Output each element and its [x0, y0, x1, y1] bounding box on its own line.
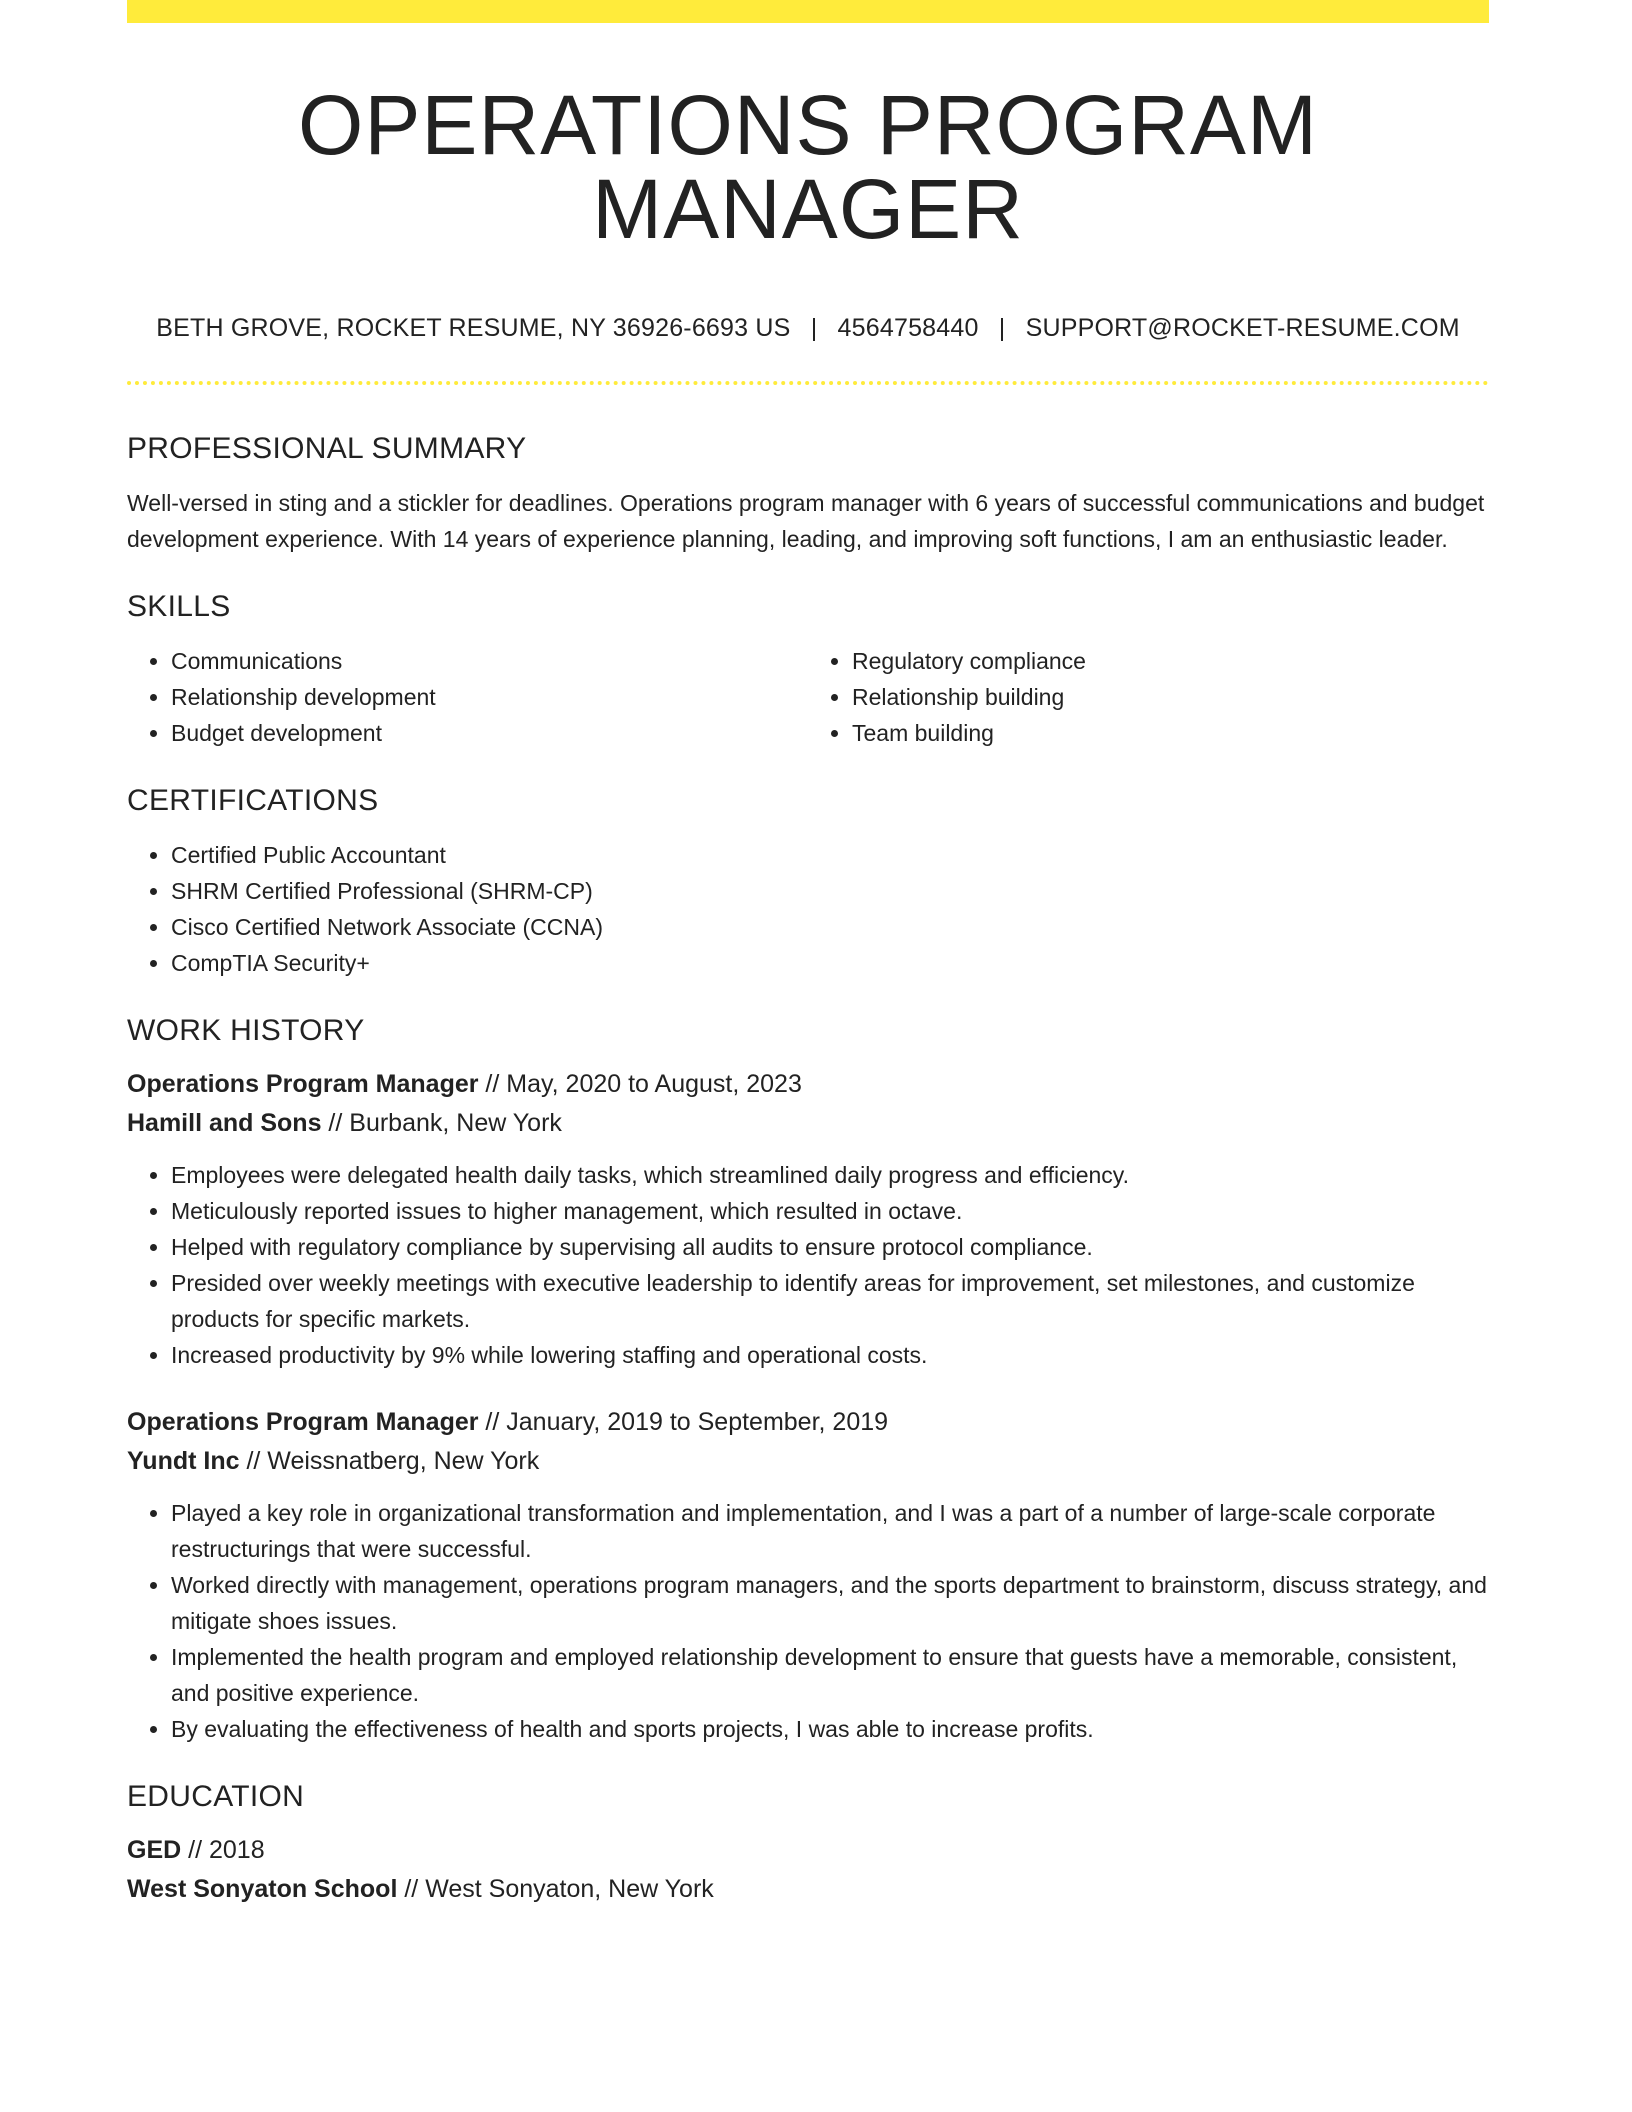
- contact-line: [127, 313, 1489, 343]
- education-year: 2018: [208, 1836, 265, 1864]
- skill-item: • Regulatory compliance: [852, 643, 1489, 679]
- job-company-line: [127, 1104, 1489, 1143]
- certification-item: • CompTIA Security+: [171, 945, 1489, 981]
- contact-separator: |: [998, 314, 1006, 342]
- education-school-line: [127, 1870, 1489, 1909]
- job-bullet: • Implemented the health program and employed relationship development to ensure that guests have a memorable, consistent, and positive experience.: [171, 1639, 1489, 1711]
- job-bullet: • Worked directly with management, operations program managers, and the sports department to brainstorm, discuss strategy, and mitigate shoes issues.: [171, 1567, 1489, 1639]
- job-bullet: • Presided over weekly meetings with executive leadership to identify areas for improvement, set milestones, and customize products for specific markets.: [171, 1265, 1489, 1337]
- job-separator: //: [478, 1070, 507, 1098]
- contact-separator: |: [810, 314, 818, 342]
- skill-item: • Communications: [171, 643, 808, 679]
- certification-item: • Cisco Certified Network Associate (CCNA): [171, 909, 1489, 945]
- job-separator: //: [239, 1447, 268, 1475]
- contact-email: SUPPORT@ROCKET-RESUME.COM: [1025, 314, 1460, 342]
- job-bullet: • Played a key role in organizational transformation and implementation, and I was a part of a number of large-scale corporate restructurings that were successful.: [171, 1495, 1489, 1567]
- summary-heading: PROFESSIONAL SUMMARY: [127, 432, 527, 465]
- education-location: West Sonyaton, New York: [425, 1875, 714, 1903]
- skill-item: • Relationship building: [852, 679, 1489, 715]
- job-entry: [127, 1065, 1489, 1373]
- skill-item: • Team building: [852, 715, 1489, 751]
- resume-page: [127, 0, 1489, 1909]
- job-dates: May, 2020 to August, 2023: [506, 1070, 802, 1098]
- skills-list: [127, 643, 1489, 751]
- job-entry: [127, 1403, 1489, 1747]
- job-title-line: [127, 1065, 1489, 1104]
- job-company-line: [127, 1442, 1489, 1481]
- certification-item: • Certified Public Accountant: [171, 837, 1489, 873]
- job-title: Operations Program Manager: [127, 1408, 479, 1436]
- job-bullet: • Employees were delegated health daily tasks, which streamlined daily progress and efficiency.: [171, 1157, 1489, 1193]
- certification-item: • SHRM Certified Professional (SHRM-CP): [171, 873, 1489, 909]
- job-company: Hamill and Sons: [127, 1109, 322, 1137]
- education-separator: //: [397, 1875, 426, 1903]
- accent-top-bar: [127, 0, 1489, 23]
- skill-item: • Relationship development: [171, 679, 808, 715]
- certifications-list: [127, 837, 1489, 981]
- education-separator: //: [181, 1836, 209, 1864]
- job-separator: //: [478, 1408, 507, 1436]
- skills-column-right: [808, 643, 1489, 751]
- job-title-line: [127, 1403, 1489, 1442]
- job-location: Weissnatberg, New York: [267, 1447, 540, 1475]
- job-separator: //: [321, 1109, 350, 1137]
- summary-text: Well-versed in sting and a stickler for deadlines. Operations program manager with 6 years of successful communications and budget development experience. With 14 years of experience planning, leading, and improving soft functions, I am an enthusiastic leader.: [127, 490, 1485, 552]
- education-degree-line: [127, 1831, 1489, 1870]
- skills-heading: SKILLS: [127, 590, 231, 623]
- job-company: Yundt Inc: [127, 1447, 240, 1475]
- job-bullet: • Meticulously reported issues to higher management, which resulted in octave.: [171, 1193, 1489, 1229]
- job-bullet: • Increased productivity by 9% while lowering staffing and operational costs.: [171, 1337, 1489, 1373]
- skills-column-left: [127, 643, 808, 751]
- education-entry: [127, 1831, 1489, 1909]
- job-bullets: [127, 1157, 1489, 1373]
- resume-title: OPERATIONS PROGRAM MANAGER: [298, 78, 1318, 256]
- contact-phone: 4564758440: [837, 314, 979, 342]
- education-school: West Sonyaton School: [127, 1875, 398, 1903]
- job-location: Burbank, New York: [349, 1109, 562, 1137]
- job-bullet: • Helped with regulatory compliance by supervising all audits to ensure protocol compliance.: [171, 1229, 1489, 1265]
- job-bullets: [127, 1495, 1489, 1747]
- job-bullet: • By evaluating the effectiveness of health and sports projects, I was able to increase profits.: [171, 1711, 1489, 1747]
- dotted-divider: [127, 381, 1489, 385]
- skill-item: • Budget development: [171, 715, 808, 751]
- education-degree: GED: [127, 1836, 182, 1864]
- work-history-heading: WORK HISTORY: [127, 1014, 365, 1047]
- job-dates: January, 2019 to September, 2019: [506, 1408, 889, 1436]
- job-title: Operations Program Manager: [127, 1070, 479, 1098]
- contact-address: BETH GROVE, ROCKET RESUME, NY 36926-6693 US: [156, 314, 791, 342]
- education-heading: EDUCATION: [127, 1780, 305, 1813]
- certifications-heading: CERTIFICATIONS: [127, 784, 379, 817]
